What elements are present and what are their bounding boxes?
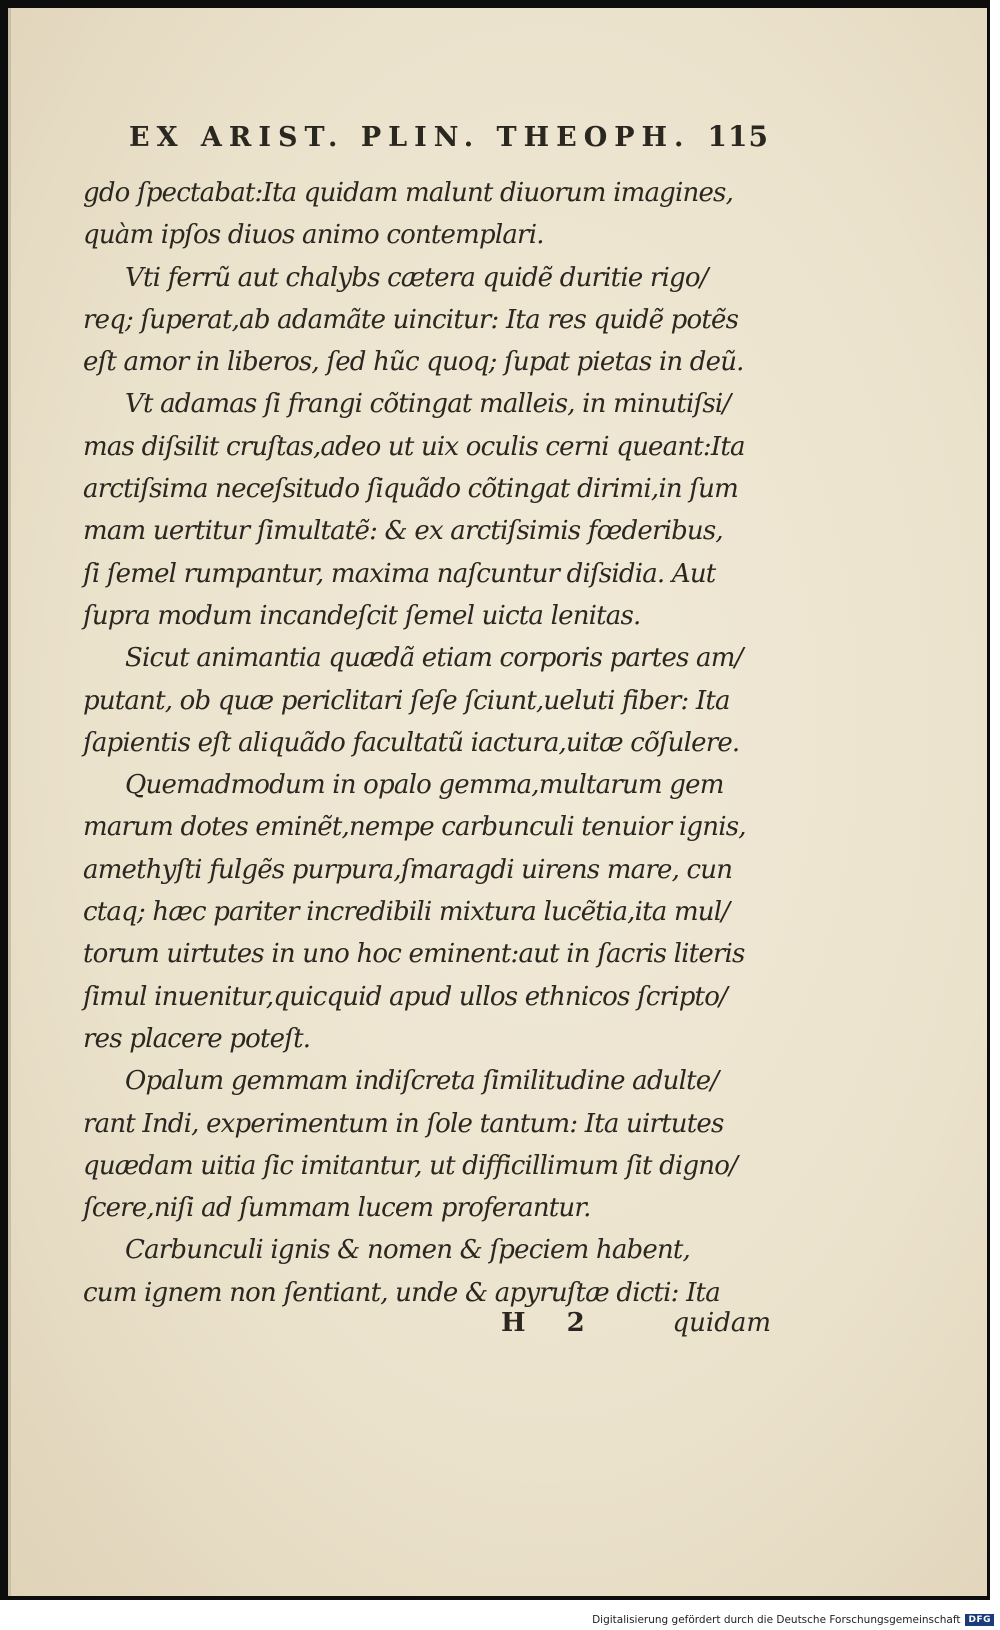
signature-mark: H 2: [501, 1308, 601, 1338]
text-line: gdo ſpectabat:Ita quidam malunt diuorum imagines,: [83, 178, 734, 208]
text-line: torum uirtutes in uno hoc eminent:aut in ſacris literis: [83, 939, 745, 970]
text-line: ſupra modum incandeſcit ſemel uicta lenitas.: [83, 600, 641, 631]
running-head: [129, 120, 769, 153]
text-line: Quemadmodum in opalo gemma,multarum gem: [125, 770, 724, 801]
text-line: Vti ferrũ aut chalybs cætera quidẽ duritie rigo/: [125, 262, 708, 293]
book-page: [8, 8, 987, 1596]
body-text: [83, 172, 773, 1314]
text-line: quàm ipſos diuos animo contemplari.: [83, 220, 544, 251]
page-number: 115: [707, 120, 769, 153]
text-line: putant, ob quæ periclitari ſeſe ſciunt,ueluti fiber: Ita: [83, 685, 730, 716]
dfg-logo-icon: DFG: [965, 1614, 994, 1626]
text-line: arctiſsima neceſsitudo ſiquãdo cõtingat dirimi,in ſum: [83, 474, 738, 505]
text-line: marum dotes eminẽt,nempe carbunculi tenuior ignis,: [83, 812, 746, 843]
digitization-credit: [592, 1614, 994, 1626]
running-title: EX ARIST. PLIN. THEOPH.: [129, 122, 691, 153]
text-line: req; ſuperat,ab adamãte uincitur: Ita res quidẽ potẽs: [83, 304, 739, 335]
text-line: Vt adamas ſi frangi cõtingat malleis, in minutiſsi/: [125, 389, 731, 420]
page-footer: [501, 1308, 771, 1338]
text-line: cum ignem non ſentiant, unde & apyruſtæ dicti: Ita: [83, 1277, 720, 1308]
text-line: ctaq; hæc pariter incredibili mixtura lucẽtia,ita mul/: [83, 897, 730, 928]
text-line: rant Indi, experimentum in ſole tantum: Ita uirtutes: [83, 1108, 724, 1139]
text-line: quædam uitia ſic imitantur, ut difficillimum ſit digno/: [83, 1150, 738, 1181]
text-line: mam uertitur ſimultatẽ: & ex arctiſsimis fœderibus,: [83, 516, 723, 547]
text-line: ſapientis eſt aliquãdo facultatũ iactura,uitæ cõſulere.: [83, 727, 740, 758]
text-line: Sicut animantia quædã etiam corporis partes am/: [125, 643, 743, 674]
text-line: amethyſti fulgẽs purpura,ſmaragdi uirens mare, cun: [83, 854, 733, 885]
text-line: res placere poteſt.: [83, 1023, 311, 1054]
credit-text: Digitalisierung gefördert durch die Deutsche Forschungsgemeinschaft: [592, 1614, 961, 1626]
text-line: Carbunculi ignis & nomen & ſpeciem habent,: [125, 1235, 691, 1266]
text-line: eſt amor in liberos, ſed hũc quoq; ſupat pietas in deũ.: [83, 347, 744, 378]
text-line: ſimul inuenitur,quicquid apud ullos ethnicos ſcripto/: [83, 981, 728, 1012]
catchword: quidam: [672, 1308, 771, 1338]
text-line: mas diſsilit cruſtas,adeo ut uix oculis cerni queant:Ita: [83, 431, 745, 462]
text-line: Opalum gemmam indiſcreta ſimilitudine adulte/: [125, 1066, 719, 1097]
text-line: ſi ſemel rumpantur, maxima naſcuntur diſsidia. Aut: [83, 558, 716, 589]
text-line: ſcere,niſi ad ſummam lucem proferantur.: [83, 1193, 591, 1224]
